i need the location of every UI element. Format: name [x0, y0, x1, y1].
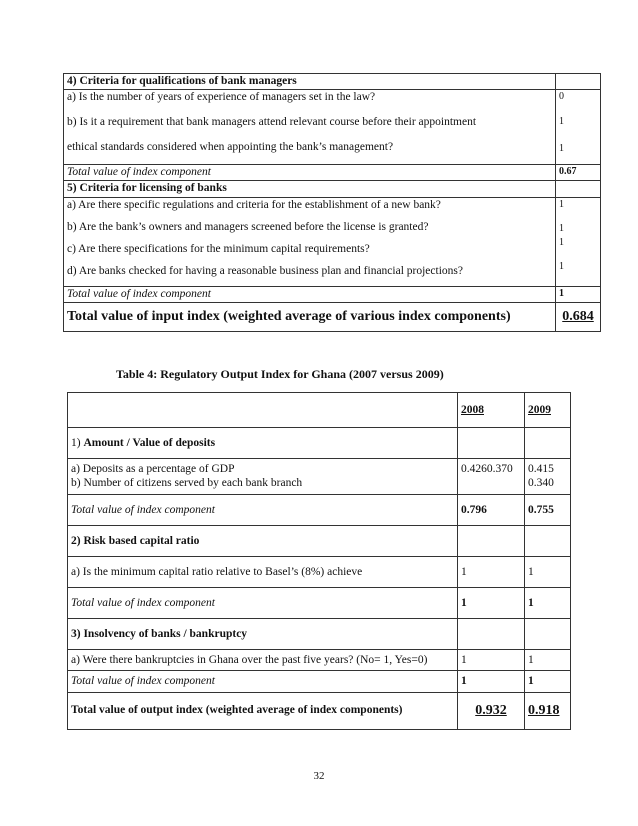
- question: ethical standards considered when appointing the bank’s management?: [67, 141, 394, 154]
- grand-total-2008: 0.932: [458, 692, 525, 729]
- answer-value: 1: [559, 236, 564, 248]
- section-4-total-row: [64, 165, 601, 181]
- section-4-header-row: [64, 74, 601, 90]
- question: a) Deposits as a percentage of GDP: [71, 463, 235, 475]
- question: b) Is it a requirement that bank managers attend relevant course before their appointment: [67, 116, 477, 129]
- input-grand-total-row: [64, 302, 601, 331]
- section-5-heading: 5) Criteria for licensing of banks: [64, 181, 556, 197]
- section-2-heading: 2) Risk based capital ratio: [68, 525, 458, 556]
- value-2009: 0.340: [528, 477, 554, 490]
- section-3-question-row: [68, 649, 571, 670]
- answer-value: 1: [559, 143, 564, 155]
- value-2008: 1: [458, 556, 525, 587]
- question: a) Is the minimum capital ratio relative to Basel’s (8%) achieve: [68, 556, 458, 587]
- section-2-question-row: [68, 556, 571, 587]
- grand-total-value: 0.684: [556, 302, 601, 331]
- section-1-header-row: [68, 428, 571, 459]
- question: b) Number of citizens served by each bank branch: [71, 477, 303, 490]
- total-2008: 0.796: [458, 494, 525, 525]
- value-2009: 1: [525, 556, 571, 587]
- section-1-questions-row: [68, 459, 571, 495]
- output-grand-total-row: [68, 692, 571, 729]
- question: a) Is the number of years of experience of managers set in the law?: [67, 91, 376, 104]
- total-2009: 1: [525, 671, 571, 692]
- grand-total-label: Total value of output index (weighted average of index components): [68, 692, 458, 729]
- section-4-questions-row: [64, 90, 601, 165]
- section-1-heading: 1) Amount / Value of deposits: [68, 428, 458, 459]
- answer-value: 1: [559, 116, 564, 128]
- question: c) Are there specifications for the minimum capital requirements?: [67, 242, 370, 255]
- column-header-2009: 2009: [525, 393, 571, 428]
- section-2-total-row: [68, 587, 571, 618]
- section-2-header-row: [68, 525, 571, 556]
- question: d) Are banks checked for having a reasonable business plan and financial projections?: [67, 264, 463, 277]
- section-5-questions-row: [64, 197, 601, 286]
- grand-total-label: Total value of input index (weighted average of various index components): [64, 302, 556, 331]
- question: a) Were there bankruptcies in Ghana over the past five years? (No= 1, Yes=0): [68, 649, 458, 670]
- total-label: Total value of index component: [64, 165, 556, 181]
- table-caption: Table 4: Regulatory Output Index for Ghana (2007 versus 2009): [116, 367, 444, 381]
- answer-value: 1: [559, 222, 564, 234]
- total-label: Total value of index component: [68, 494, 458, 525]
- total-2008: 1: [458, 671, 525, 692]
- input-index-table: [63, 73, 601, 332]
- total-2008: 1: [458, 587, 525, 618]
- total-label: Total value of index component: [68, 671, 458, 692]
- value-2009: 1: [525, 649, 571, 670]
- header-row: [68, 393, 571, 428]
- total-value: 0.67: [556, 165, 601, 181]
- section-3-heading: 3) Insolvency of banks / bankruptcy: [68, 618, 458, 649]
- question: a) Are there specific regulations and criteria for the establishment of a new bank?: [67, 198, 441, 211]
- value-2008: 0.4260.370: [458, 459, 525, 495]
- total-2009: 0.755: [525, 494, 571, 525]
- question: b) Are the bank’s owners and managers screened before the license is granted?: [67, 220, 429, 233]
- total-2009: 1: [525, 587, 571, 618]
- section-5-header-row: [64, 181, 601, 197]
- section-4-heading: 4) Criteria for qualifications of bank managers: [64, 74, 556, 90]
- answer-value: 0: [559, 91, 564, 103]
- section-1-total-row: [68, 494, 571, 525]
- total-label: Total value of index component: [64, 286, 556, 302]
- column-header-2008: 2008: [458, 393, 525, 428]
- page-number: 32: [313, 770, 325, 782]
- section-5-total-row: [64, 286, 601, 302]
- answer-value: 1: [559, 260, 564, 272]
- grand-total-2009: 0.918: [525, 692, 571, 729]
- section-3-header-row: [68, 618, 571, 649]
- total-label: Total value of index component: [68, 587, 458, 618]
- value-2008: 1: [458, 649, 525, 670]
- value-2009: 0.415: [528, 463, 554, 475]
- section-3-total-row: [68, 671, 571, 692]
- answer-value: 1: [559, 198, 564, 210]
- output-index-table: [67, 392, 571, 730]
- total-value: 1: [556, 286, 601, 302]
